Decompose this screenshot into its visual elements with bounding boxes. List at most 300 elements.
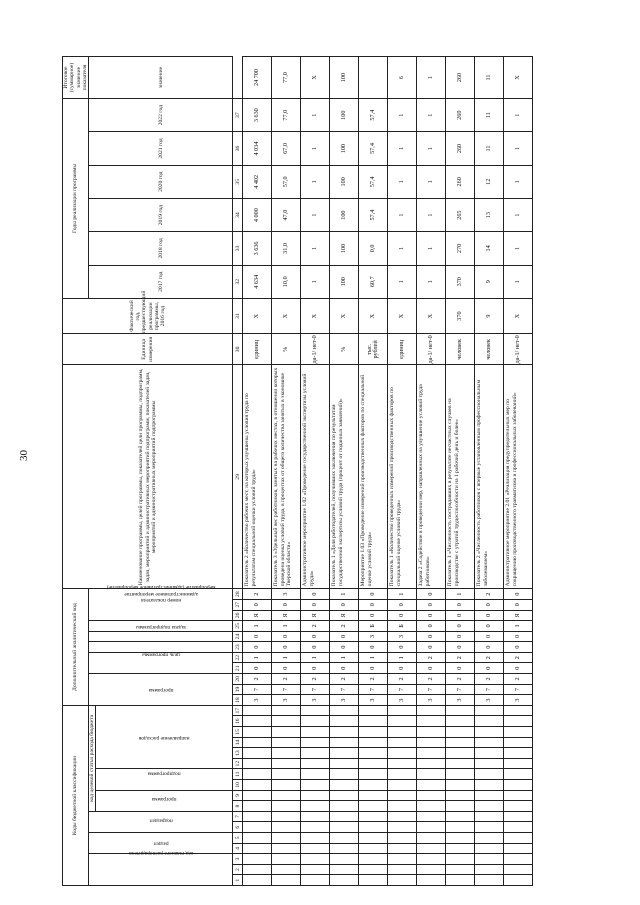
code-digit-cell	[272, 758, 301, 769]
year-2019-header: 2019 год	[89, 198, 233, 231]
row-year-value-cell: 100	[330, 165, 359, 198]
code-digit-cell	[388, 833, 417, 844]
code-digit-cell	[475, 737, 504, 748]
code-digit-cell	[388, 875, 417, 886]
code-digit-cell	[359, 843, 388, 854]
code-digit-cell	[388, 727, 417, 738]
code-digit-cell	[417, 769, 446, 780]
code-digit-cell	[243, 737, 272, 748]
code-digit-cell: 0	[446, 599, 475, 610]
row-name-cell: Задача 2 «Содействие в проведении мер, направленных на улучшение условий труда работников»	[417, 365, 446, 589]
code-digit-cell: 0	[243, 599, 272, 610]
code-digit-cell: 2	[417, 674, 446, 685]
code-digit-cell	[301, 748, 330, 759]
row-year-value-cell: 260	[446, 165, 475, 198]
code-digit-cell: 0	[446, 610, 475, 621]
row-name-cell: Показатель 3 «Удельный вес работников, занятых на рабочих местах, в отношении которых проведена оценка условий труда, в процентах от общего количества занятых в экономике Тверской области»	[272, 365, 301, 589]
code-digit-cell	[446, 737, 475, 748]
code-digit-cell	[272, 748, 301, 759]
code-digit-cell: 0	[475, 599, 504, 610]
code-digit-cell	[446, 758, 475, 769]
row-year-value-cell: 57,4	[359, 198, 388, 231]
row-unit-cell: человек	[475, 334, 504, 365]
code-digit-cell: 3	[359, 631, 388, 642]
code-digit-cell	[243, 822, 272, 833]
row-fact-cell: Х	[330, 298, 359, 333]
code-digit-cell: 7	[504, 684, 533, 695]
code-digit-cell	[359, 854, 388, 865]
code-digit-cell	[504, 769, 533, 780]
code-digit-cell	[243, 864, 272, 875]
code-digit-cell	[388, 737, 417, 748]
row-name-cell: Показатель 1 «Доля работодателей, получивших заключения по результатам государственной экспертизы условий труда (процент от поданных заявлений)»	[330, 365, 359, 589]
row-name-cell: Показатель 1 «Численность пострадавших в результате несчастных случаев на производстве с утратой трудоспособности на 1 рабочий день и более»	[446, 365, 475, 589]
code-digit-cell: Я	[243, 610, 272, 621]
code-digit-cell	[359, 790, 388, 801]
row-year-value-cell: 1	[301, 132, 330, 165]
code-digit-cell	[504, 854, 533, 865]
code-digit-cell: 2	[446, 652, 475, 663]
code-digit-cell: 0	[301, 599, 330, 610]
row-year-value-cell: 1	[504, 132, 533, 165]
column-number-cell: 22	[233, 652, 243, 663]
row-year-value-cell: 1	[388, 265, 417, 298]
subsection-header: подраздел	[89, 811, 233, 832]
code-digit-cell	[417, 822, 446, 833]
code-digit-cell: 0	[272, 642, 301, 653]
year-2017-header: 2017 год	[89, 265, 233, 298]
code-digit-cell	[504, 705, 533, 716]
column-number-cell: 20	[233, 674, 243, 685]
code-digit-cell: 3	[388, 631, 417, 642]
code-digit-cell	[504, 790, 533, 801]
code-digit-cell	[330, 748, 359, 759]
code-digit-cell: 0	[243, 631, 272, 642]
code-digit-cell: 0	[417, 599, 446, 610]
column-number-cell: 25	[233, 621, 243, 632]
code-digit-cell: 1	[359, 652, 388, 663]
column-number-cell: 2	[233, 864, 243, 875]
code-digit-cell	[301, 811, 330, 822]
fact-year-header: Фактический год, предшествующий реализации программы, 2016 год	[63, 298, 233, 333]
code-digit-cell	[475, 843, 504, 854]
column-number-cell: 7	[233, 811, 243, 822]
code-digit-cell	[301, 758, 330, 769]
code-digit-cell	[330, 727, 359, 738]
code-digit-cell	[446, 780, 475, 791]
row-year-value-cell: 57,4	[359, 165, 388, 198]
code-digit-cell	[243, 801, 272, 812]
table-row	[388, 57, 417, 886]
code-digit-cell: 0	[504, 599, 533, 610]
code-digit-cell: 2	[446, 674, 475, 685]
code-digit-cell: 2	[504, 674, 533, 685]
row-year-value-cell: 1	[388, 232, 417, 265]
code-digit-cell	[388, 864, 417, 875]
code-digit-cell	[417, 843, 446, 854]
code-digit-cell	[446, 811, 475, 822]
code-digit-cell: 0	[243, 642, 272, 653]
code-digit-cell	[359, 801, 388, 812]
code-digit-cell	[301, 780, 330, 791]
row-year-value-cell: 370	[446, 265, 475, 298]
code-digit-cell	[272, 811, 301, 822]
code-digit-cell	[504, 758, 533, 769]
row-name-cell: Мероприятие 1.03 «Проведение измерений производственных факторов по специальной оценке условий труда»	[359, 365, 388, 589]
table-row	[272, 57, 301, 886]
code-digit-cell	[417, 811, 446, 822]
row-year-value-cell: 4 634	[243, 265, 272, 298]
code-digit-cell	[359, 727, 388, 738]
code-digit-cell	[475, 811, 504, 822]
code-digit-cell	[388, 811, 417, 822]
code-digit-cell	[446, 875, 475, 886]
code-digit-cell	[475, 854, 504, 865]
code-digit-cell: 7	[301, 684, 330, 695]
code-digit-cell	[243, 748, 272, 759]
row-year-value-cell: 1	[301, 265, 330, 298]
column-number-cell: 33	[233, 232, 243, 265]
code-digit-cell	[359, 737, 388, 748]
row-fact-cell: Х	[243, 298, 272, 333]
row-year-value-cell: 60,7	[359, 265, 388, 298]
code-digit-cell	[301, 833, 330, 844]
row-year-value-cell: 57,4	[359, 132, 388, 165]
code-digit-cell: 3	[475, 695, 504, 706]
code-digit-cell	[388, 822, 417, 833]
budget-codes-header: Коды бюджетной классификации	[63, 705, 89, 885]
column-number-cell: 8	[233, 801, 243, 812]
code-digit-cell: 0	[417, 610, 446, 621]
row-year-value-cell: 1	[388, 198, 417, 231]
table-row	[301, 57, 330, 886]
code-digit-cell	[243, 875, 272, 886]
code-digit-cell	[301, 737, 330, 748]
year-2021-header: 2021 год	[89, 132, 233, 165]
code-digit-cell	[359, 875, 388, 886]
column-number-cell: 1	[233, 875, 243, 886]
row-fact-cell: Х	[359, 298, 388, 333]
code-digit-cell	[446, 833, 475, 844]
code-digit-cell	[301, 875, 330, 886]
code-digit-cell	[330, 843, 359, 854]
code-digit-cell	[417, 758, 446, 769]
code-digit-cell	[417, 864, 446, 875]
code-digit-cell: 0	[475, 610, 504, 621]
row-year-value-cell: 1	[388, 99, 417, 132]
code-digit-cell: 3	[330, 695, 359, 706]
code-digit-cell	[272, 716, 301, 727]
code-digit-cell: 2	[330, 674, 359, 685]
column-number-cell: 23	[233, 642, 243, 653]
code-digit-cell: 0	[301, 589, 330, 600]
code-digit-cell	[446, 790, 475, 801]
code-digit-cell	[272, 854, 301, 865]
row-final-value-cell: 100	[330, 57, 359, 99]
column-number-cell: 17	[233, 705, 243, 716]
code-digit-cell: 7	[243, 684, 272, 695]
code-digit-cell: 2	[243, 674, 272, 685]
year-2020-header: 2020 год	[89, 165, 233, 198]
final-value-header: значение	[89, 57, 233, 99]
code-digit-cell	[446, 822, 475, 833]
column-number-cell: 16	[233, 716, 243, 727]
row-year-value-cell: 1	[417, 232, 446, 265]
code-digit-cell	[301, 716, 330, 727]
row-final-value-cell: 24 700	[243, 57, 272, 99]
code-digit-cell: 3	[446, 695, 475, 706]
row-year-value-cell: 9	[475, 265, 504, 298]
code-digit-cell: 7	[388, 684, 417, 695]
code-digit-cell	[417, 748, 446, 759]
code-digit-cell	[330, 769, 359, 780]
column-number-cell: 28	[233, 589, 243, 600]
name-column-header: Наименование программы, целей программы, показателей цели программы, подпрограмм, задач, мероприятий и административных мероприятий подпрограмм, показателей задач, мероприятий и административных мероприятий подпрограммы	[63, 365, 233, 589]
code-digit-cell: 0	[475, 621, 504, 632]
row-unit-cell: %	[272, 334, 301, 365]
row-year-value-cell: 4 402	[243, 165, 272, 198]
code-digit-cell: 2	[475, 652, 504, 663]
row-year-value-cell: 1	[504, 165, 533, 198]
code-digit-cell: 2	[359, 674, 388, 685]
table-row	[359, 57, 388, 886]
table-row	[475, 57, 504, 886]
column-number-cell: 31	[233, 298, 243, 333]
row-fact-cell: Х	[388, 298, 417, 333]
code-digit-cell	[243, 705, 272, 716]
code-digit-cell	[301, 864, 330, 875]
code-digit-cell	[330, 833, 359, 844]
code-digit-cell: 0	[475, 631, 504, 642]
code-digit-cell	[272, 864, 301, 875]
column-number-cell: 21	[233, 663, 243, 674]
code-digit-cell: 0	[359, 642, 388, 653]
column-number-cell: 10	[233, 780, 243, 791]
code-digit-cell: 2	[243, 589, 272, 600]
row-year-value-cell: 57,0	[272, 165, 301, 198]
code-digit-cell	[243, 727, 272, 738]
column-number-cell: 18	[233, 695, 243, 706]
rotated-sheet	[18, 56, 576, 886]
code-digit-cell: 2	[475, 589, 504, 600]
code-digit-cell	[446, 854, 475, 865]
code-digit-cell	[272, 801, 301, 812]
column-number-cell: 19	[233, 684, 243, 695]
code-digit-cell	[388, 758, 417, 769]
code-digit-cell	[330, 854, 359, 865]
code-digit-cell	[446, 801, 475, 812]
expense-direction-header: направление расходов	[96, 705, 233, 769]
row-unit-cell: да-1/ нет-0	[417, 334, 446, 365]
column-number-cell: 5	[233, 833, 243, 844]
row-year-value-cell: 1	[417, 198, 446, 231]
row-year-value-cell: 1	[301, 165, 330, 198]
code-digit-cell	[475, 822, 504, 833]
code-digit-cell	[301, 854, 330, 865]
code-digit-cell	[272, 769, 301, 780]
code-digit-cell: 1	[272, 621, 301, 632]
row-final-value-cell: 11	[475, 57, 504, 99]
table-row	[504, 57, 533, 886]
code-digit-cell: 1	[388, 652, 417, 663]
code-digit-cell	[243, 854, 272, 865]
code-digit-cell	[388, 854, 417, 865]
row-unit-cell: тыс. рублей	[359, 334, 388, 365]
code-digit-cell	[272, 780, 301, 791]
code-digit-cell	[446, 864, 475, 875]
row-year-value-cell: 1	[504, 232, 533, 265]
target-article-header: код целевой статьи расхода бюджета	[89, 705, 96, 811]
row-year-value-cell: 100	[330, 265, 359, 298]
code-digit-cell: 7	[330, 684, 359, 695]
code-digit-cell: 0	[417, 642, 446, 653]
analytic-goal-header: цель программы	[89, 652, 233, 673]
code-digit-cell	[330, 822, 359, 833]
code-digit-cell	[388, 705, 417, 716]
code-digit-cell: 0	[504, 631, 533, 642]
code-digit-cell: 0	[417, 589, 446, 600]
column-number-cell: 32	[233, 265, 243, 298]
row-year-value-cell: 4 000	[243, 198, 272, 231]
row-year-value-cell: 1	[301, 99, 330, 132]
table-row	[417, 57, 446, 886]
admin-code-header: код главного распорядителя	[89, 854, 233, 886]
code-digit-cell: 0	[272, 663, 301, 674]
code-digit-cell	[330, 705, 359, 716]
code-digit-cell	[446, 748, 475, 759]
row-name-cell: Административное мероприятие 2.01 «Реализация предупредительных мер по сокращению производственного травматизма и профессиональных заболеваний»	[504, 365, 533, 589]
row-final-value-cell: 260	[446, 57, 475, 99]
code-digit-cell: 0	[417, 631, 446, 642]
code-digit-cell: 2	[330, 621, 359, 632]
row-year-value-cell: 0,0	[359, 232, 388, 265]
code-digit-cell: 3	[272, 695, 301, 706]
code-digit-cell	[475, 875, 504, 886]
code-digit-cell: 2	[475, 674, 504, 685]
code-digit-cell	[417, 875, 446, 886]
code-digit-cell	[446, 769, 475, 780]
code-digit-cell	[359, 769, 388, 780]
row-unit-cell: единиц	[243, 334, 272, 365]
code-digit-cell: 1	[301, 652, 330, 663]
code-digit-cell: 2	[417, 652, 446, 663]
row-year-value-cell: 1	[504, 99, 533, 132]
row-name-cell: Показатель 2 «Количество рабочих мест, на которых улучшены условия труда по результатам специальной оценки условий труда»	[243, 365, 272, 589]
row-year-value-cell: 1	[417, 99, 446, 132]
code-digit-cell	[243, 758, 272, 769]
column-number-cell: 29	[233, 365, 243, 589]
code-digit-cell	[388, 843, 417, 854]
table-row	[330, 57, 359, 886]
code-digit-cell: 1	[330, 589, 359, 600]
code-digit-cell: 0	[330, 631, 359, 642]
code-digit-cell: 0	[301, 631, 330, 642]
code-digit-cell	[272, 790, 301, 801]
row-year-value-cell: 265	[446, 198, 475, 231]
code-digit-cell: Я	[330, 610, 359, 621]
subprogram-code-header: подпрограмма	[96, 769, 233, 790]
row-year-value-cell: 77,0	[272, 99, 301, 132]
column-number-cell: 26	[233, 610, 243, 621]
code-digit-cell	[417, 727, 446, 738]
code-digit-cell: 0	[388, 663, 417, 674]
row-fact-cell: Х	[301, 298, 330, 333]
code-digit-cell	[446, 727, 475, 738]
code-digit-cell	[301, 769, 330, 780]
code-digit-cell: 0	[359, 599, 388, 610]
analytic-indicator-number-header: номер показателя	[89, 589, 233, 621]
code-digit-cell	[417, 801, 446, 812]
row-final-value-cell	[359, 57, 388, 99]
code-digit-cell: 0	[388, 642, 417, 653]
code-digit-cell	[301, 705, 330, 716]
code-digit-cell: 0	[301, 663, 330, 674]
code-digit-cell	[272, 843, 301, 854]
code-digit-cell	[243, 833, 272, 844]
code-digit-cell	[243, 716, 272, 727]
row-unit-cell: единиц	[388, 334, 417, 365]
code-digit-cell	[504, 822, 533, 833]
code-digit-cell	[417, 790, 446, 801]
code-digit-cell	[272, 833, 301, 844]
row-fact-cell: 9	[475, 298, 504, 333]
code-digit-cell: 3	[388, 695, 417, 706]
code-digit-cell	[359, 748, 388, 759]
code-digit-cell	[504, 811, 533, 822]
code-digit-cell: 3	[272, 589, 301, 600]
row-year-value-cell: 14	[475, 232, 504, 265]
column-number-cell: 9	[233, 790, 243, 801]
code-digit-cell: 3	[301, 695, 330, 706]
code-digit-cell	[388, 790, 417, 801]
code-digit-cell: Я	[504, 610, 533, 621]
section-header: раздел	[89, 833, 233, 854]
code-digit-cell	[301, 801, 330, 812]
code-digit-cell: 1	[330, 652, 359, 663]
code-digit-cell	[243, 790, 272, 801]
code-digit-cell	[504, 748, 533, 759]
code-digit-cell	[388, 801, 417, 812]
code-digit-cell	[504, 780, 533, 791]
row-year-value-cell: 1	[504, 198, 533, 231]
code-digit-cell	[475, 801, 504, 812]
code-digit-cell	[359, 822, 388, 833]
code-digit-cell: 2	[272, 674, 301, 685]
code-digit-cell: 2	[504, 652, 533, 663]
analytic-task-header: задача подпрограммы	[89, 642, 233, 653]
code-digit-cell: 0	[417, 621, 446, 632]
code-digit-cell	[504, 716, 533, 727]
column-number-cell: 34	[233, 198, 243, 231]
row-year-value-cell: 100	[330, 99, 359, 132]
code-digit-cell	[330, 811, 359, 822]
code-digit-cell: 7	[417, 684, 446, 695]
code-digit-cell: 0	[446, 663, 475, 674]
code-digit-cell: 7	[272, 684, 301, 695]
code-digit-cell: 7	[359, 684, 388, 695]
row-year-value-cell: 1	[417, 132, 446, 165]
row-year-value-cell: 1	[388, 132, 417, 165]
code-digit-cell	[388, 748, 417, 759]
analytic-admin-activity-header: административное мероприятие	[89, 621, 233, 632]
row-year-value-cell: 1	[417, 165, 446, 198]
column-numbers-row	[233, 57, 243, 886]
code-digit-cell: 1	[272, 652, 301, 663]
code-digit-cell	[388, 769, 417, 780]
code-digit-cell	[243, 843, 272, 854]
row-fact-cell: Х	[504, 298, 533, 333]
code-digit-cell	[504, 833, 533, 844]
